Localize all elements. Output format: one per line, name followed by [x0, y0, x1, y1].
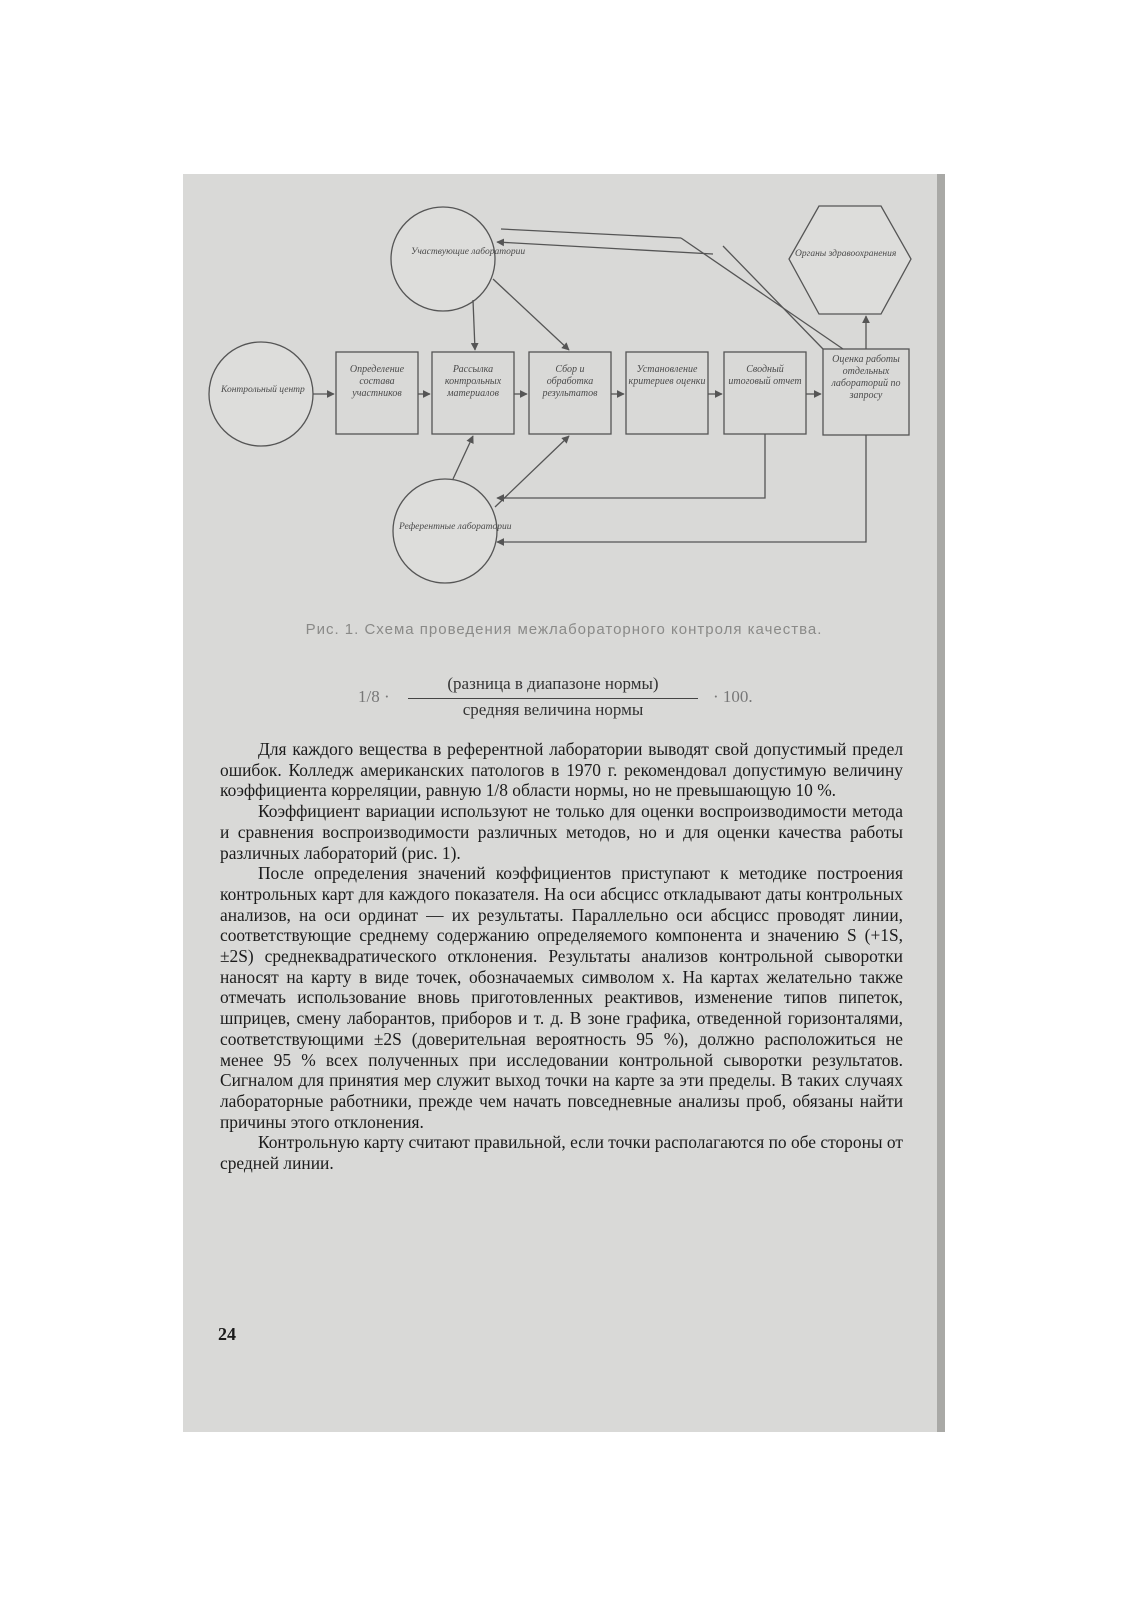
figure-caption: Рис. 1. Схема проведения межлабораторного контроля качества.	[305, 621, 823, 638]
control-center-label: Контрольный центр	[221, 385, 305, 395]
scanned-page	[183, 174, 945, 1432]
formula-numerator: (разница в диапазоне нормы)	[447, 674, 659, 693]
fraction-bar	[408, 698, 698, 699]
formula-suffix: · 100.	[713, 687, 753, 706]
formula	[343, 674, 813, 724]
formula-denominator: средняя величина нормы	[462, 700, 644, 719]
participants-circle	[391, 207, 495, 311]
reference-label: Референтные лаборатории	[399, 522, 512, 532]
box-3-label: Сбор и обработка результатов	[542, 364, 598, 399]
box-2-label: Рассылка контрольных материалов	[444, 364, 502, 399]
box-4-label: Установление критериев оценки	[628, 364, 706, 387]
health-hexagon	[789, 206, 911, 314]
participants-label-1: Участвующие лаборатории	[411, 247, 526, 257]
box-1-label: Определение состава участников	[349, 364, 405, 399]
health-label: Органы здравоохранения	[795, 249, 897, 259]
body-text	[220, 739, 903, 1174]
lab-control-diagram	[183, 174, 945, 614]
paragraph: Контрольную карту считают правильной, если точки располагаются по обе стороны от средней линии.	[220, 1132, 903, 1174]
page-number: 24	[218, 1324, 236, 1344]
paragraph: После определения значений коэффициентов приступают к методике построения контрольных карт для каждого показателя. На оси абсцисс откладывают даты контрольных анализов, на оси ординат — их результаты. Параллельно оси абсцисс проводят линии, соответствующие среднему содержанию определяемого компонента и значению S (+1S, ±2S) среднеквадратического отклонения. Результаты анализов контрольной сыворотки наносят на карту в виде точек, обозначаемых символом x. На картах желательно также отмечать использование вновь приготовленных реактивов, изменение типов пипеток, шприцев, смену лаборантов, приборов и т. д. В зоне графика, отведенной горизонталями, соответствующими ±2S (доверительная вероятность 95 %), должно расположиться не менее 95 % всех полученных при исследовании контрольной сыворотки результатов. Сигналом для принятия мер служит выход точки на карте за эти пределы. В таких случаях лабораторные работники, прежде чем начать повседневные анализы проб, обязаны найти причины этого отклонения.	[220, 863, 903, 1132]
formula-prefix: 1/8 ·	[358, 687, 390, 706]
box-6-label: Оценка работы отдельных лабораторий по запросу	[831, 354, 901, 401]
paragraph: Коэффициент вариации используют не только для оценки воспроизводимости метода и сравнения воспроизводимости различных методов, но и для оценки качества работы различных лабораторий (рис. 1).	[220, 801, 903, 863]
paragraph: Для каждого вещества в референтной лаборатории выводят свой допустимый предел ошибок. Колледж американских патологов в 1970 г. рекомендовал допустимую величину коэффициента корреляции, равную 1/8 области нормы, но не превышающую 10 %.	[220, 739, 903, 801]
box-5-label: Сводный итоговый отчет	[728, 364, 802, 387]
